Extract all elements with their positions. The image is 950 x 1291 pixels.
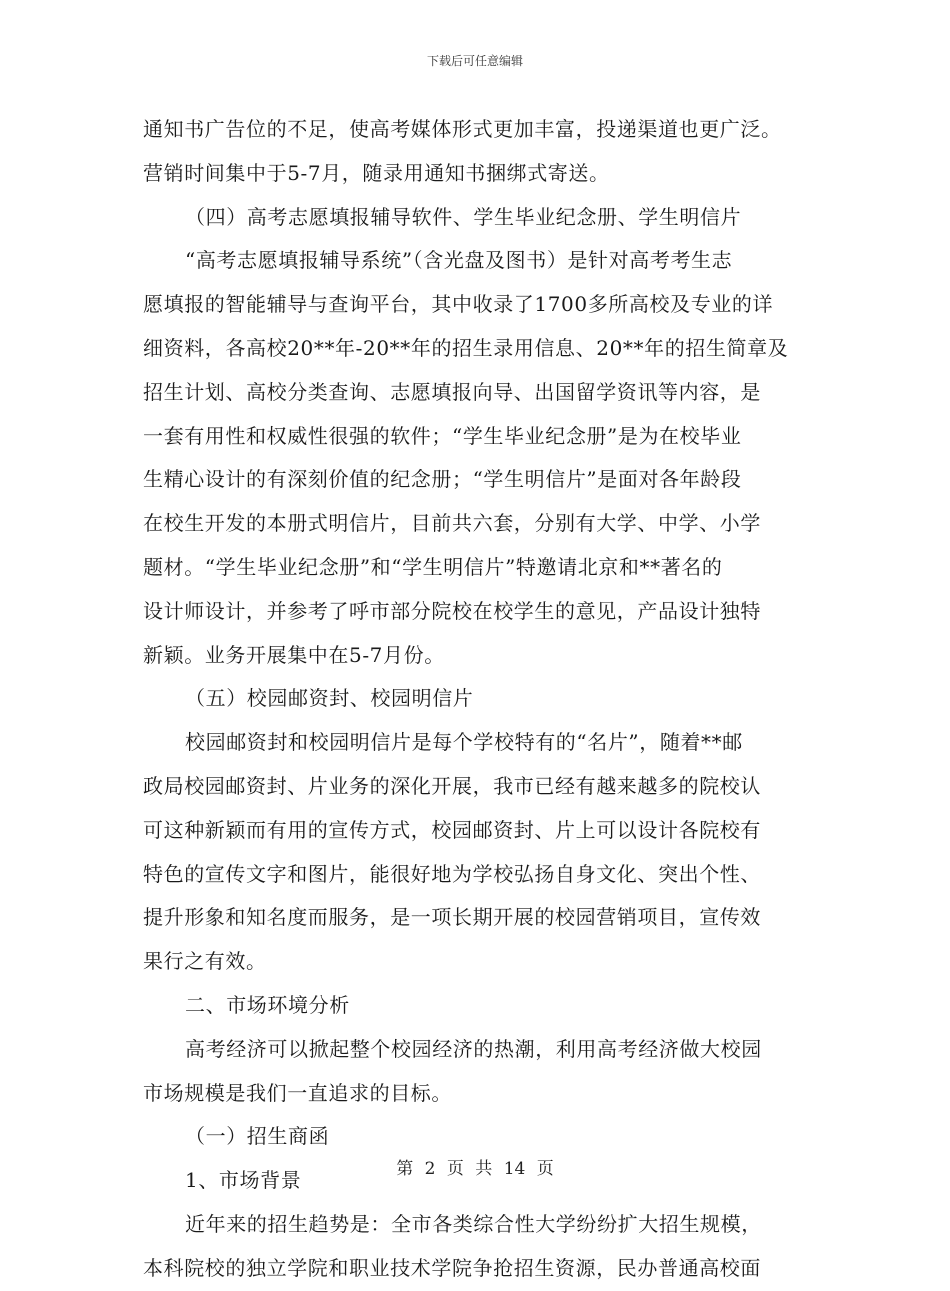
text-line: 通知书广告位的不足，使高考媒体形式更加丰富，投递渠道也更广泛。 bbox=[143, 117, 782, 141]
text-line: 校园邮资封和校园明信片是每个学校特有的“名片”，随着**邮 bbox=[185, 730, 743, 755]
text-line: 在校生开发的本册式明信片，目前共六套，分别有大学、中学、小学 bbox=[143, 511, 761, 536]
text-line: （五）校园邮资封、校园明信片 bbox=[185, 686, 474, 711]
text-line: 市场规模是我们一直追求的目标。 bbox=[143, 1080, 452, 1105]
text-line: 细资料，各高校20**年-20**年的招生录用信息、20**年的招生简章及 bbox=[143, 335, 789, 360]
body-text bbox=[143, 108, 811, 1291]
text-line: 一套有用性和权威性很强的软件；“学生毕业纪念册”是为在校毕业 bbox=[143, 423, 742, 448]
text-line: 本科院校的独立学院和职业技术学院争抢招生资源，民办普通高校面 bbox=[143, 1255, 761, 1280]
text-line: 二、市场环境分析 bbox=[185, 992, 350, 1017]
text-line: 政局校园邮资封、片业务的深化开展，我市已经有越来越多的院校认 bbox=[143, 773, 761, 798]
text-line: “高考志愿填报辅导系统”（含光盘及图书）是针对高考考生志 bbox=[185, 248, 733, 273]
text-line: 近年来的招生趋势是：全市各类综合性大学纷纷扩大招生规模， bbox=[185, 1211, 762, 1236]
text-line: 特色的宣传文字和图片，能很好地为学校弘扬自身文化、突出个性、 bbox=[143, 861, 761, 886]
text-line: 高考经济可以掀起整个校园经济的热潮，利用高考经济做大校园 bbox=[185, 1036, 762, 1061]
page-footer: 第 2 页 共 14 页 bbox=[396, 1159, 554, 1179]
text-line: 愿填报的智能辅导与查询平台，其中收录了1700多所高校及专业的详 bbox=[143, 292, 774, 317]
text-line: （一）招生商函 bbox=[185, 1124, 330, 1149]
text-line: 果行之有效。 bbox=[143, 949, 267, 974]
text-line: 可这种新颖而有用的宣传方式，校园邮资封、片上可以设计各院校有 bbox=[143, 817, 761, 842]
text-line: 新颖。业务开展集中在5-7月份。 bbox=[143, 642, 445, 667]
text-line: 招生计划、高校分类查询、志愿填报向导、出国留学资讯等内容，是 bbox=[143, 379, 761, 404]
page-header: 下载后可任意编辑 bbox=[426, 54, 523, 68]
text-line: （四）高考志愿填报辅导软件、学生毕业纪念册、学生明信片 bbox=[185, 204, 742, 229]
text-line: 设计师设计，并参考了呼市部分院校在校学生的意见，产品设计独特 bbox=[143, 598, 761, 623]
text-line: 1、市场背景 bbox=[185, 1168, 302, 1193]
text-line: 营销时间集中于5-7月，随录用通知书捆绑式寄送。 bbox=[143, 160, 610, 185]
text-line: 题材。“学生毕业纪念册”和“学生明信片”特邀请北京和**著名的 bbox=[143, 554, 723, 579]
text-line: 生精心设计的有深刻价值的纪念册；“学生明信片”是面对各年龄段 bbox=[143, 467, 742, 492]
text-line: 提升形象和知名度而服务，是一项长期开展的校园营销项目，宣传效 bbox=[143, 905, 761, 930]
